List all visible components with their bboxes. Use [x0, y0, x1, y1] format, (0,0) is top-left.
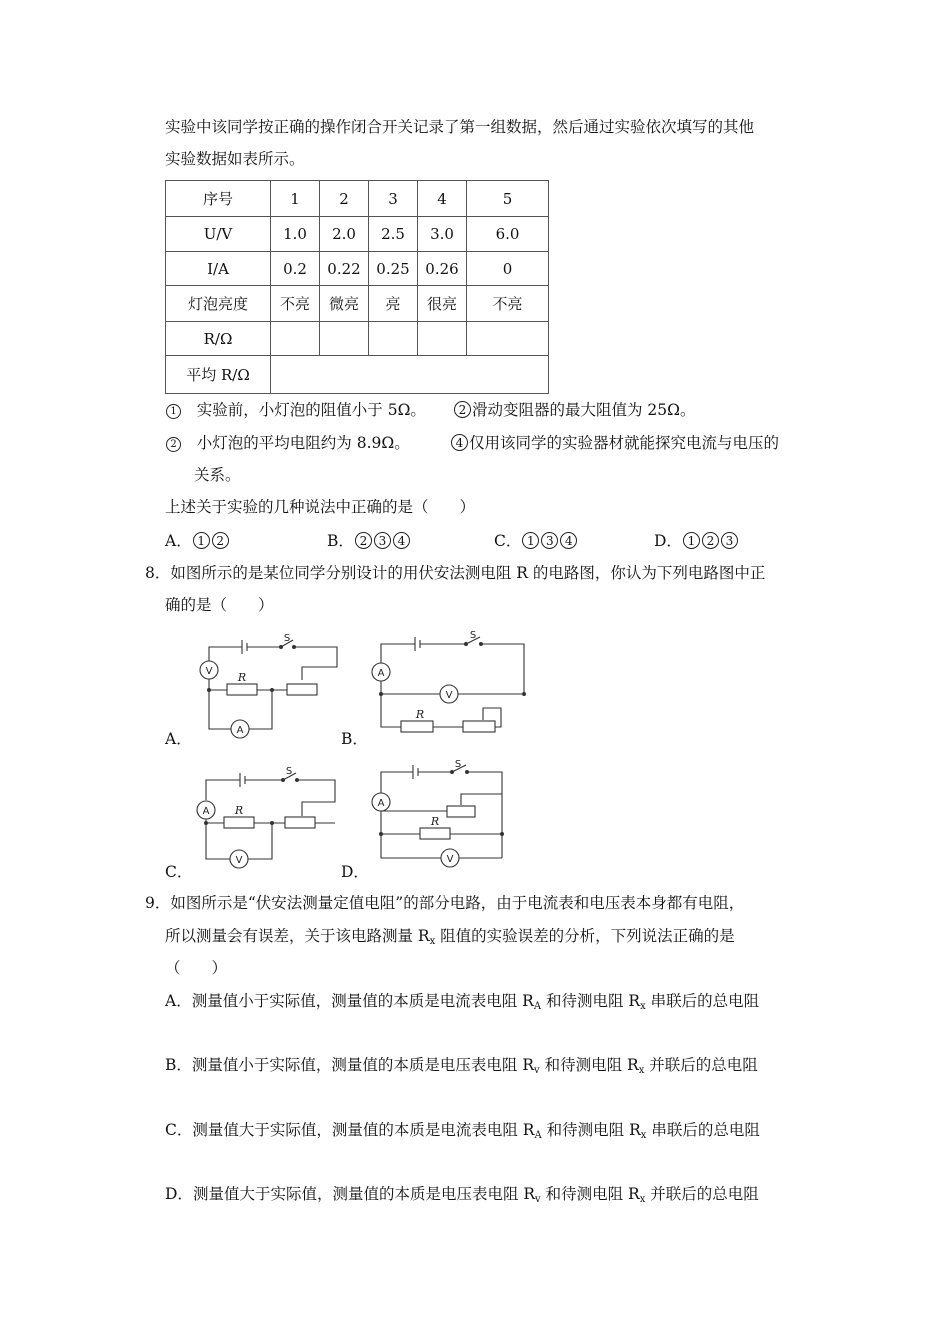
statement-4 — [450, 433, 779, 453]
table-cell-merged — [271, 356, 549, 394]
q7-option-b[interactable] — [327, 529, 411, 551]
subscript: x — [429, 936, 436, 947]
option-letter: C． — [494, 532, 522, 550]
table-cell: 0.2 — [271, 252, 320, 286]
table-cell: 5 — [467, 181, 549, 217]
option-letter: C． — [165, 1121, 193, 1139]
table-row — [166, 322, 549, 356]
circled-number: 4 — [393, 532, 410, 549]
table-row — [166, 252, 549, 286]
q8-line-2: 确的是（ ） — [165, 596, 274, 614]
option-letter: A． — [165, 992, 192, 1010]
statement-1 — [165, 400, 426, 420]
text-span: 并联后的总电阻 — [645, 1185, 759, 1203]
q7-question: 上述关于实验的几种说法中正确的是（ ） — [165, 498, 476, 516]
table-cell: 微亮 — [320, 286, 369, 322]
circled-number: 3 — [541, 532, 558, 549]
text-span: 串联后的总电阻 — [645, 992, 760, 1010]
q8-option-a-label[interactable]: A． — [165, 730, 192, 748]
circled-number: 2 — [454, 401, 471, 418]
table-cell: 亮 — [369, 286, 418, 322]
circuit-diagram-c — [190, 760, 350, 872]
table-cell: 平均 R/Ω — [166, 356, 271, 394]
circuit-diagram-b — [365, 628, 535, 740]
table-cell — [467, 322, 549, 356]
table-cell: 不亮 — [467, 286, 549, 322]
table-cell: 灯泡亮度 — [166, 286, 271, 322]
subscript: A — [534, 1130, 542, 1141]
intro-line-2: 实验数据如表所示。 — [165, 150, 305, 168]
subscript: x — [640, 1130, 647, 1141]
text-span: 所以测量会有误差，关于该电路测量 R — [165, 927, 430, 945]
q9-line-2 — [165, 926, 735, 952]
voltmeter-label: V — [445, 690, 453, 701]
option-letter: A． — [165, 532, 192, 550]
resistor-label: R — [237, 671, 247, 684]
resistor-label: R — [430, 815, 440, 828]
circled-number: 4 — [560, 532, 577, 549]
circled-number: 2 — [355, 532, 372, 549]
circled-number: 2 — [166, 437, 181, 452]
q7-option-c[interactable] — [494, 529, 578, 551]
text-span: 测量值小于实际值，测量值的本质是电流表电阻 R — [191, 992, 534, 1010]
subscript: x — [639, 1194, 646, 1205]
statement-text: 实验前，小灯泡的阻值小于 5Ω。 — [196, 401, 426, 419]
table-cell — [320, 322, 369, 356]
table-cell: 1 — [271, 181, 320, 217]
switch-label: S — [283, 633, 291, 644]
q7-option-a[interactable] — [165, 529, 230, 551]
table-cell — [271, 322, 320, 356]
statement-2 — [453, 400, 696, 420]
text-span: 和待测电阻 R — [539, 1056, 639, 1074]
table-cell: 0.25 — [369, 252, 418, 286]
table-cell: R/Ω — [166, 322, 271, 356]
voltmeter-label: V — [446, 854, 454, 865]
q8-line-1: 8．如图所示的是某位同学分别设计的用伏安法测电阻 R 的电路图，你认为下列电路图中正 — [145, 564, 766, 582]
option-letter: D． — [165, 1185, 193, 1203]
subscript: A — [533, 1001, 542, 1012]
statement-3 — [165, 433, 410, 453]
table-cell: 2.5 — [369, 217, 418, 252]
q7-option-d[interactable] — [654, 529, 739, 551]
q9-option-a[interactable] — [165, 991, 759, 1017]
subscript: x — [638, 1065, 645, 1076]
table-cell: 序号 — [166, 181, 271, 217]
q8-option-b-label[interactable]: B． — [341, 730, 368, 748]
table-cell: 0.22 — [320, 252, 369, 286]
table-row — [166, 217, 549, 252]
table-cell: 2.0 — [320, 217, 369, 252]
subscript: x — [640, 1001, 646, 1012]
ammeter-label: A — [377, 668, 385, 679]
circled-number: 1 — [193, 532, 210, 549]
table-cell: 1.0 — [271, 217, 320, 252]
text-span: 阻值的实验误差的分析，下列说法正确的是 — [435, 927, 735, 945]
q9-line-1: 9．如图所示是“伏安法测量定值电阻”的部分电路，由于电流表和电压表本身都有电阻， — [145, 894, 745, 912]
option-letter: D． — [654, 532, 682, 550]
table-row — [166, 181, 549, 217]
circled-number: 1 — [683, 532, 700, 549]
subscript: v — [535, 1194, 541, 1205]
statement-text: 仅用该同学的实验器材就能探究电流与电压的 — [469, 434, 780, 452]
table-cell: 不亮 — [271, 286, 320, 322]
table-cell: 3.0 — [418, 217, 467, 252]
text-span: 和待测电阻 R — [541, 992, 641, 1010]
table-cell: 很亮 — [418, 286, 467, 322]
switch-label: S — [454, 760, 462, 770]
subscript: v — [534, 1065, 540, 1076]
table-cell: 0.26 — [418, 252, 467, 286]
intro-line-1: 实验中该同学按正确的操作闭合开关记录了第一组数据，然后通过实验依次填写的其他 — [165, 118, 755, 136]
circled-number: 1 — [522, 532, 539, 549]
table-cell: 3 — [369, 181, 418, 217]
circuit-diagram-d — [365, 760, 525, 872]
circled-number: 2 — [212, 532, 229, 549]
circled-number: 4 — [451, 434, 468, 451]
resistor-label: R — [415, 708, 425, 721]
table-cell: 4 — [418, 181, 467, 217]
table-cell — [369, 322, 418, 356]
table-row — [166, 286, 549, 322]
q9-option-b[interactable] — [165, 1055, 758, 1081]
ammeter-label: A — [202, 806, 210, 817]
text-span: 测量值大于实际值，测量值的本质是电压表电阻 R — [192, 1185, 536, 1203]
q8-option-c-label[interactable]: C． — [165, 863, 193, 881]
text-span: 和待测电阻 R — [541, 1121, 641, 1139]
q9-line-3: （ ） — [165, 959, 228, 977]
q9-option-c[interactable] — [165, 1120, 760, 1146]
option-letter: B． — [327, 532, 354, 550]
switch-label: S — [469, 630, 477, 641]
data-table — [165, 180, 549, 394]
q8-option-d-label[interactable]: D． — [341, 863, 369, 881]
circled-number: 2 — [702, 532, 719, 549]
ammeter-label: A — [377, 798, 385, 809]
switch-label: S — [285, 766, 293, 777]
table-cell: I/A — [166, 252, 271, 286]
voltmeter-label: V — [235, 855, 243, 866]
circuit-diagram-a — [190, 630, 350, 742]
table-cell: U/V — [166, 217, 271, 252]
table-cell: 2 — [320, 181, 369, 217]
table-row — [166, 356, 549, 394]
option-letter: B． — [165, 1056, 192, 1074]
text-span: 串联后的总电阻 — [646, 1121, 760, 1139]
statement-text: 滑动变阻器的最大阻值为 25Ω。 — [472, 401, 696, 419]
circled-number: 3 — [721, 532, 738, 549]
resistor-label: R — [234, 804, 244, 817]
table-cell: 0 — [467, 252, 549, 286]
text-span: 测量值小于实际值，测量值的本质是电压表电阻 R — [191, 1056, 534, 1074]
text-span: 测量值大于实际值，测量值的本质是电流表电阻 R — [192, 1121, 535, 1139]
statement-4-continued: 关系。 — [194, 466, 241, 484]
table-cell — [418, 322, 467, 356]
text-span: 并联后的总电阻 — [644, 1056, 758, 1074]
q9-option-d[interactable] — [165, 1184, 759, 1210]
table-cell: 6.0 — [467, 217, 549, 252]
text-span: 和待测电阻 R — [540, 1185, 640, 1203]
circled-number: 1 — [166, 404, 181, 419]
circled-number: 3 — [374, 532, 391, 549]
ammeter-label: A — [236, 725, 244, 736]
voltmeter-label: V — [205, 666, 213, 677]
statement-text: 小灯泡的平均电阻约为 8.9Ω。 — [196, 434, 410, 452]
